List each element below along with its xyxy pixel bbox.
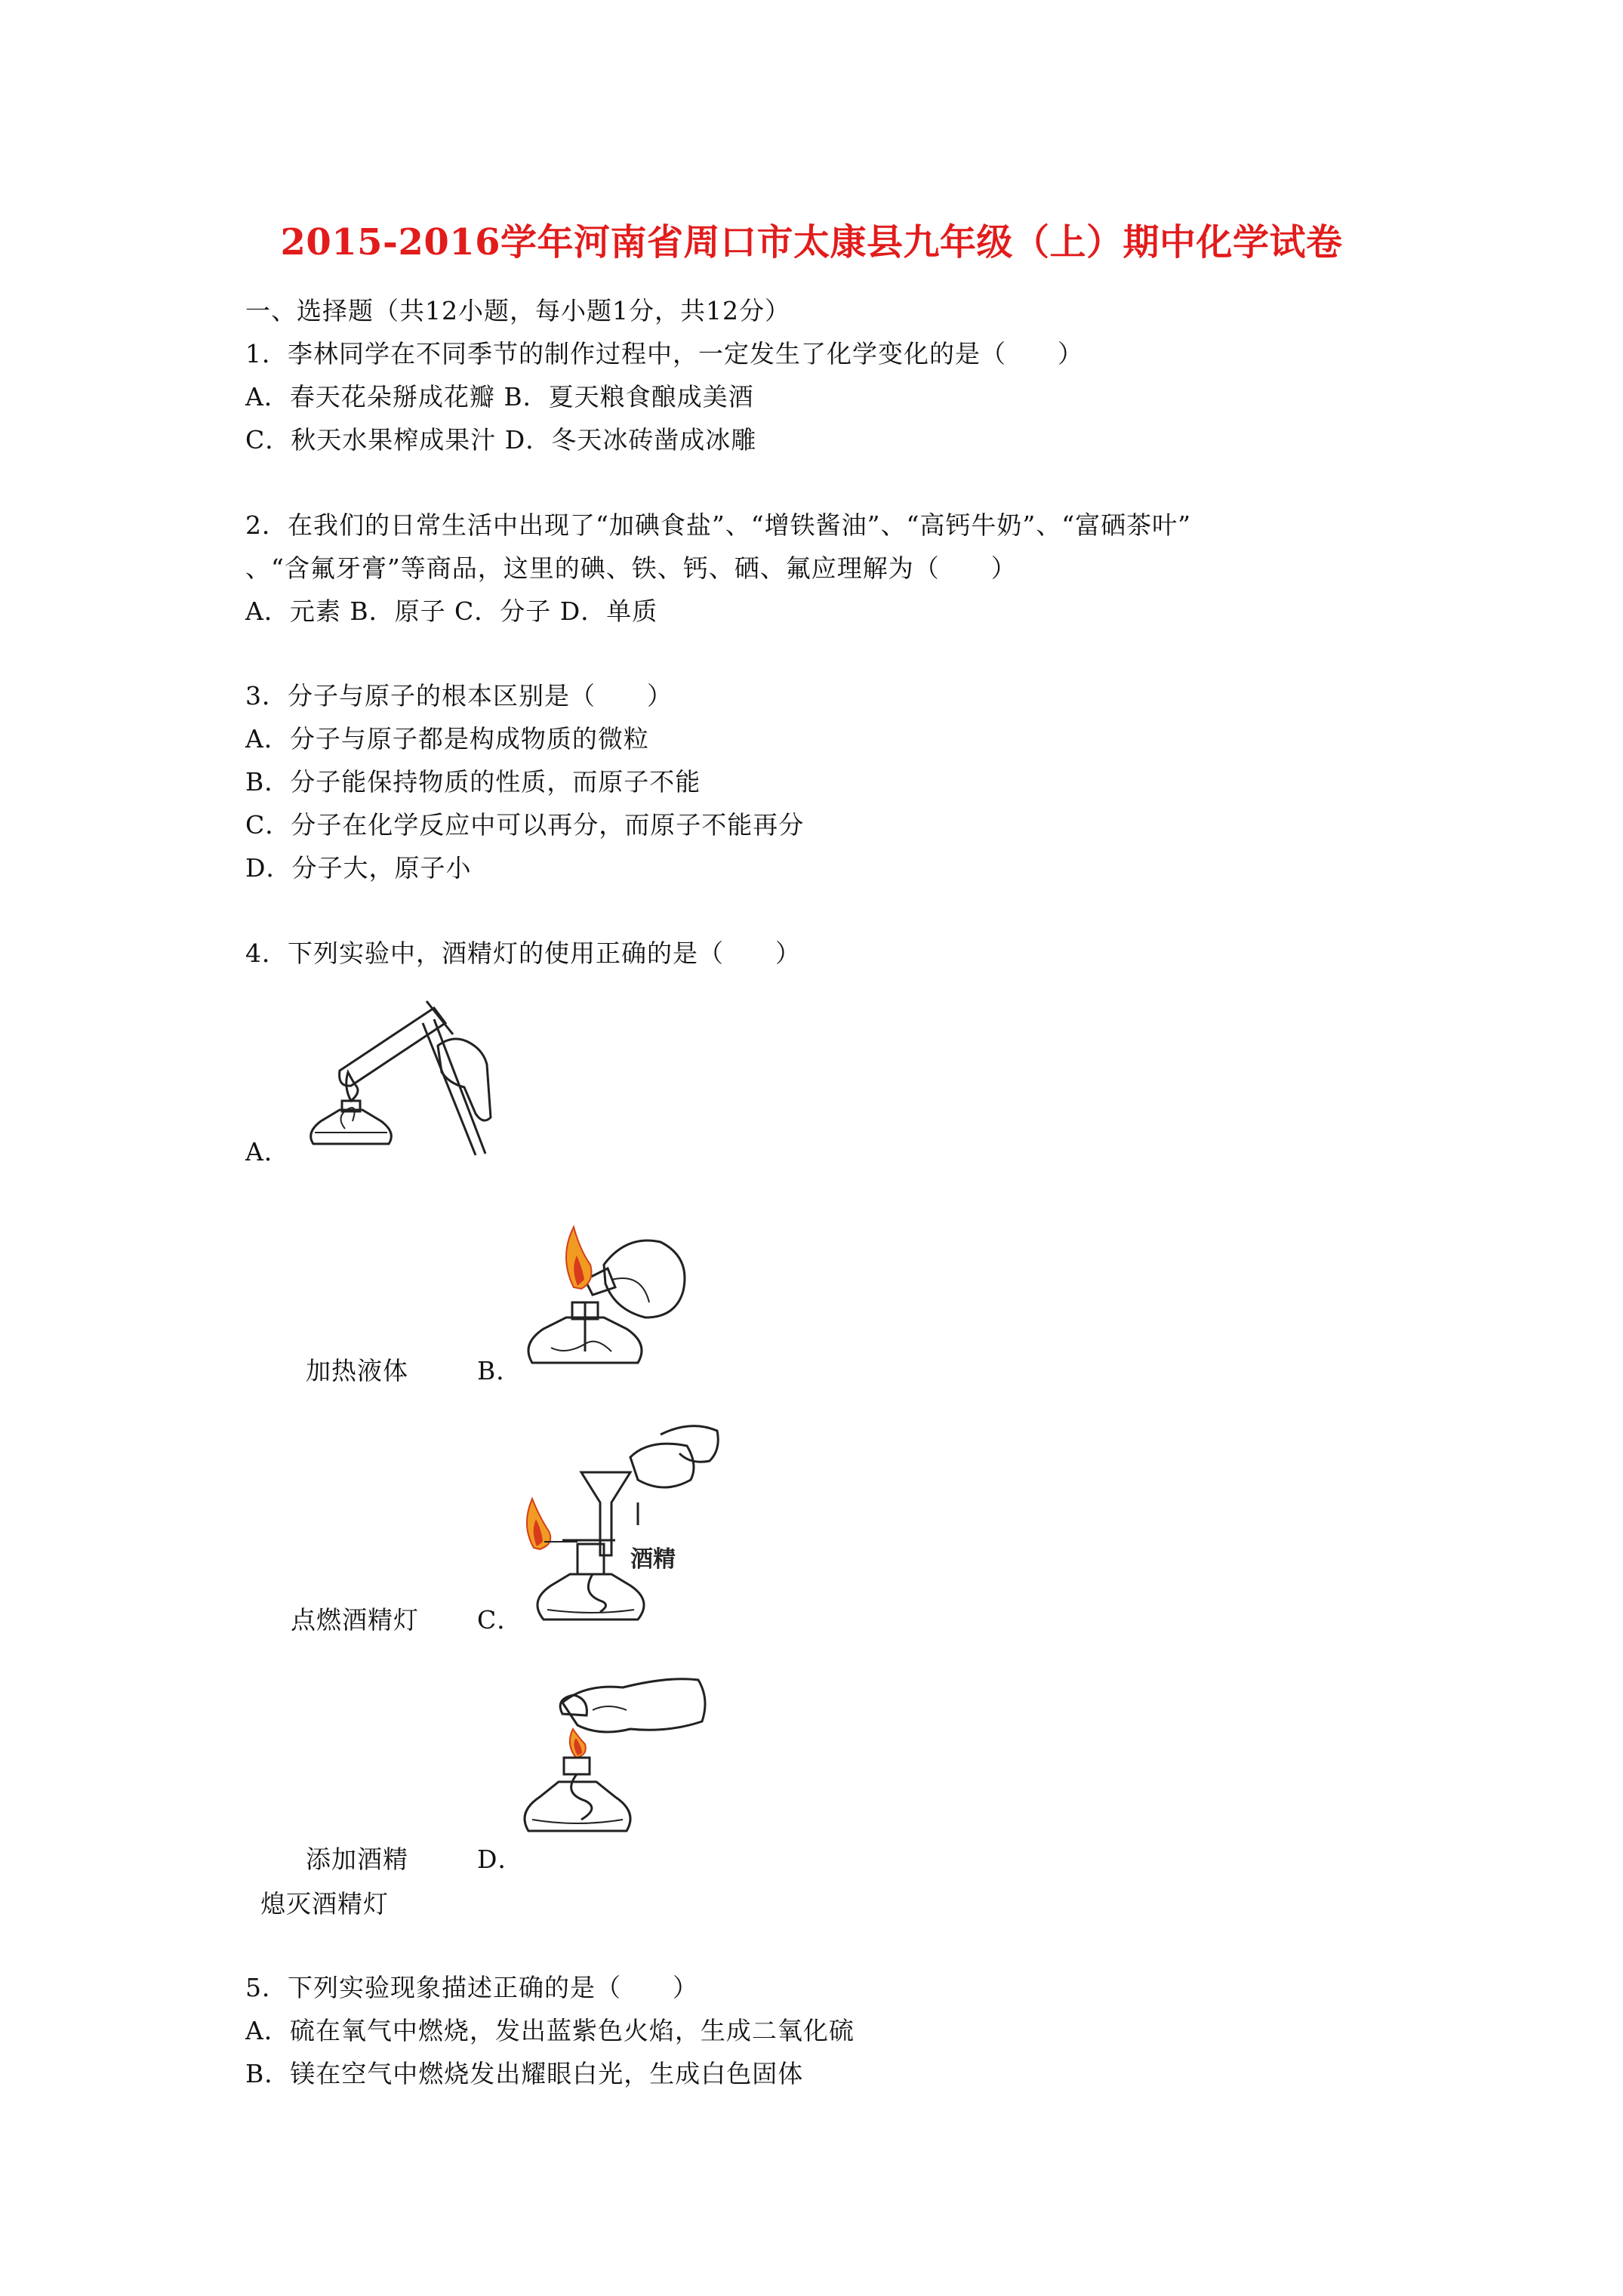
option-c-label: C． [477, 1605, 523, 1635]
option-d-label: D． [477, 1845, 524, 1874]
section-heading: 一、选择题（共12小题，每小题1分，共12分） [245, 296, 790, 325]
alcohol-bottle-label: 酒精 [630, 1546, 676, 1573]
caption-extinguishing-lamp: 熄灭酒精灯 [260, 1889, 389, 1918]
question-3-option-b: B．分子能保持物质的性质，而原子不能 [245, 767, 701, 797]
question-3-stem: 3．分子与原子的根本区别是（ ） [245, 681, 673, 710]
option-b-label: B． [477, 1356, 522, 1385]
question-5-stem: 5．下列实验现象描述正确的是（ ） [245, 1973, 698, 2002]
figure-heating-liquid [298, 982, 502, 1166]
question-3-option-d: D．分子大，原子小 [245, 853, 472, 883]
figure-lighting-lamp [521, 1197, 702, 1382]
question-1-options-ab: A．春天花朵掰成花瓣 B．夏天粮食酿成美酒 [245, 382, 754, 411]
caption-lighting-lamp: 点燃酒精灯 [291, 1605, 419, 1635]
question-3-option-c: C．分子在化学反应中可以再分，而原子不能再分 [245, 810, 805, 840]
caption-heating-liquid: 加热液体 [306, 1356, 408, 1385]
question-5-option-a: A．硫在氧气中燃烧，发出蓝紫色火焰，生成二氧化硫 [245, 2016, 855, 2045]
question-2-options: A．元素 B．原子 C．分子 D．单质 [245, 596, 658, 626]
question-5-option-b: B．镁在空气中燃烧发出耀眼白光，生成白色固体 [245, 2059, 804, 2088]
figure-extinguishing-lamp [517, 1669, 721, 1850]
exam-title: 2015-2016学年河南省周口市太康县九年级（上）期中化学试卷 [280, 221, 1343, 264]
figure-adding-alcohol [517, 1412, 728, 1635]
option-a-label: A． [245, 1137, 290, 1166]
question-4-stem: 4．下列实验中，酒精灯的使用正确的是（ ） [245, 938, 801, 968]
question-1-stem: 1．李林同学在不同季节的制作过程中，一定发生了化学变化的是（ ） [245, 339, 1083, 368]
question-1-options-cd: C．秋天水果榨成果汁 D．冬天冰砖凿成冰雕 [245, 425, 757, 455]
question-2-stem-line2: 、“含氟牙膏”等商品，这里的碘、铁、钙、硒、氟应理解为（ ） [245, 553, 1017, 583]
question-2-stem-line1: 2．在我们的日常生活中出现了“加碘食盐”、“增铁酱油”、“高钙牛奶”、“富硒茶叶” [245, 510, 1191, 540]
caption-adding-alcohol: 添加酒精 [306, 1845, 408, 1874]
question-3-option-a: A．分子与原子都是构成物质的微粒 [245, 724, 649, 754]
